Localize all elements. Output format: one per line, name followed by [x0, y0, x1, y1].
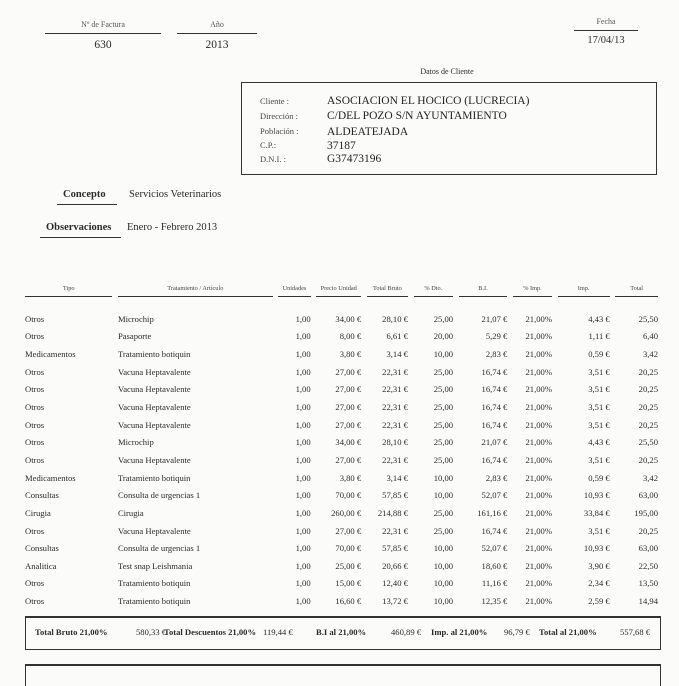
cell-discount: 20,00 — [433, 331, 454, 342]
cell-units: 1,00 — [295, 578, 311, 589]
cell-type: Otros — [25, 525, 45, 536]
cell-tax: 1,11 € — [588, 331, 610, 342]
cell-gross-total: 22,31 € — [382, 454, 408, 465]
total-gross-value: 580,33 € — [136, 627, 167, 637]
client-section-title: Datos de Cliente — [420, 67, 474, 76]
concept-value: Servicios Veterinarios — [129, 189, 222, 200]
cell-units: 1,00 — [295, 454, 311, 465]
cell-unit-price: 27,00 € — [335, 419, 362, 430]
cell-tax: 10,93 € — [583, 543, 610, 554]
cell-gross-total: 214,88 € — [377, 507, 408, 518]
col-header-gross-total: Total Bruto — [367, 285, 408, 297]
table-row — [25, 575, 658, 593]
cell-units: 1,00 — [295, 525, 311, 536]
cell-tax-percent: 21,00% — [525, 578, 552, 589]
cell-tax-percent: 21,00% — [525, 560, 552, 571]
cell-tax-percent: 21,00% — [525, 384, 552, 395]
cell-treatment: Consulta de urgencias 1 — [117, 543, 201, 554]
cell-tax: 2,59 € — [588, 596, 610, 607]
table-row — [25, 328, 658, 346]
cell-tax: 4,43 € — [588, 313, 610, 324]
cell-tax: 10,93 € — [583, 490, 610, 501]
cell-gross-total: 22,31 € — [382, 419, 408, 430]
footer-box — [25, 664, 661, 686]
cell-unit-price: 3,80 € — [339, 472, 362, 483]
cell-taxable-base: 16,74 € — [481, 384, 508, 395]
table-row — [25, 345, 658, 363]
cell-type: Otros — [25, 437, 45, 448]
cell-type: Otros — [25, 313, 45, 324]
cell-tax: 3,51 € — [588, 454, 610, 465]
cell-total: 14,94 — [638, 596, 658, 607]
cell-units: 1,00 — [295, 419, 311, 430]
cell-unit-price: 34,00 € — [335, 437, 362, 448]
cell-treatment: Vacuna Heptavalente — [117, 366, 191, 377]
cell-tax: 3,51 € — [588, 525, 610, 536]
cell-tax-percent: 21,00% — [525, 366, 552, 377]
taxable-base-label: B.I al 21,00% — [316, 627, 367, 637]
cell-discount: 25,00 — [433, 454, 454, 465]
cell-type: Otros — [25, 419, 45, 430]
col-header-taxable-base: B.I. — [459, 285, 508, 297]
cell-total: 25,50 — [638, 313, 658, 324]
table-row — [25, 592, 658, 610]
cell-type: Consultas — [25, 490, 59, 501]
cell-tax-percent: 21,00% — [525, 525, 552, 536]
cell-treatment: Cirugia — [117, 507, 144, 518]
cell-tax-percent: 21,00% — [525, 596, 552, 607]
cell-tax: 33,84 € — [583, 507, 610, 518]
cell-treatment: Vacuna Heptavalente — [117, 525, 191, 536]
table-row — [25, 363, 658, 381]
cell-type: Consultas — [25, 543, 59, 554]
table-row — [25, 398, 658, 416]
cell-gross-total: 20,66 € — [382, 560, 408, 571]
cell-tax-percent: 21,00% — [525, 331, 552, 342]
cell-units: 1,00 — [295, 560, 311, 571]
cell-tax: 2,34 € — [588, 578, 610, 589]
cell-tax: 3,51 € — [588, 419, 610, 430]
cell-total: 20,25 — [638, 402, 658, 413]
cell-unit-price: 34,00 € — [335, 313, 362, 324]
cell-unit-price: 8,00 € — [339, 331, 362, 342]
cell-gross-total: 22,31 € — [382, 402, 408, 413]
cell-treatment: Microchip — [117, 313, 154, 324]
cell-tax-percent: 21,00% — [525, 490, 552, 501]
year-label: Año — [210, 20, 224, 29]
cell-type: Otros — [25, 578, 45, 589]
cell-gross-total: 13,72 € — [382, 596, 408, 607]
cell-treatment: Microchip — [117, 437, 154, 448]
cell-total: 22,50 — [638, 560, 658, 571]
cell-units: 1,00 — [295, 366, 311, 377]
cell-taxable-base: 16,74 € — [481, 525, 508, 536]
date-underline — [574, 30, 638, 31]
cell-unit-price: 27,00 € — [335, 366, 362, 377]
cell-unit-price: 27,00 € — [335, 384, 362, 395]
cell-units: 1,00 — [295, 331, 311, 342]
cell-discount: 25,00 — [433, 507, 454, 518]
year-value: 2013 — [205, 39, 229, 51]
cell-units: 1,00 — [295, 490, 311, 501]
cell-discount: 10,00 — [433, 472, 454, 483]
invoice-number-underline — [45, 33, 161, 34]
table-row — [25, 504, 658, 522]
cell-treatment: Tratamiento botiquin — [117, 349, 191, 360]
cell-taxable-base: 16,74 € — [481, 366, 508, 377]
address-label: Dirección : — [260, 111, 298, 121]
cell-discount: 25,00 — [433, 384, 454, 395]
cell-unit-price: 27,00 € — [335, 525, 362, 536]
cell-unit-price: 260,00 € — [331, 507, 362, 518]
cell-units: 1,00 — [295, 472, 311, 483]
cell-total: 3,42 — [642, 472, 658, 483]
table-header-row — [25, 285, 658, 297]
cell-type: Otros — [25, 596, 45, 607]
cell-treatment: Test snap Leishmania — [117, 560, 193, 571]
cell-treatment: Vacuna Heptavalente — [117, 454, 191, 465]
cell-total: 195,00 — [634, 507, 658, 518]
cell-gross-total: 3,14 € — [386, 349, 408, 360]
cell-taxable-base: 18,60 € — [481, 560, 508, 571]
table-row — [25, 451, 658, 469]
cell-total: 25,50 — [638, 437, 658, 448]
cell-units: 1,00 — [295, 349, 311, 360]
col-header-type: Tipo — [25, 285, 112, 297]
cell-treatment: Vacuna Heptavalente — [117, 384, 191, 395]
cell-treatment: Pasaporte — [117, 331, 152, 342]
cell-gross-total: 22,31 € — [382, 384, 408, 395]
client-postal-code: 37187 — [327, 140, 356, 152]
cell-unit-price: 25,00 € — [335, 560, 362, 571]
table-row — [25, 416, 658, 434]
cell-tax-percent: 21,00% — [525, 313, 552, 324]
cell-taxable-base: 16,74 € — [481, 419, 508, 430]
cell-unit-price: 3,80 € — [339, 349, 362, 360]
cell-treatment: Vacuna Heptavalente — [117, 402, 191, 413]
observations-underline — [40, 237, 121, 238]
cell-taxable-base: 21,07 € — [481, 313, 508, 324]
cell-tax: 4,43 € — [588, 437, 610, 448]
date-value: 17/04/13 — [587, 35, 625, 46]
cell-type: Otros — [25, 454, 45, 465]
cell-type: Analitica — [25, 560, 57, 571]
cell-unit-price: 70,00 € — [335, 490, 362, 501]
cell-units: 1,00 — [295, 402, 311, 413]
cell-gross-total: 3,14 € — [386, 472, 408, 483]
cell-discount: 25,00 — [433, 437, 454, 448]
cell-taxable-base: 52,07 € — [481, 490, 508, 501]
cell-treatment: Tratamiento botiquin — [117, 578, 191, 589]
postal-code-label: C.P.: — [260, 140, 277, 150]
cell-type: Otros — [25, 402, 45, 413]
cell-total: 20,25 — [638, 419, 658, 430]
observations-label: Observaciones — [46, 222, 112, 233]
cell-tax-percent: 21,00% — [525, 349, 552, 360]
cell-taxable-base: 11,16 € — [481, 578, 508, 589]
total-gross-label: Total Bruto 21,00% — [35, 627, 108, 637]
cell-tax: 3,90 € — [588, 560, 610, 571]
col-header-total: Total — [615, 285, 658, 297]
cell-tax: 0,59 € — [588, 349, 610, 360]
cell-tax: 3,51 € — [588, 366, 610, 377]
cell-discount: 25,00 — [433, 313, 454, 324]
client-label: Cliente : — [260, 96, 290, 106]
cell-taxable-base: 2,83 € — [485, 349, 508, 360]
cell-taxable-base: 16,74 € — [481, 402, 508, 413]
totals-box — [25, 616, 661, 650]
cell-discount: 10,00 — [433, 490, 454, 501]
cell-treatment: Tratamiento botiquin — [117, 472, 191, 483]
client-box — [241, 82, 657, 175]
cell-discount: 25,00 — [433, 419, 454, 430]
cell-type: Medicamentos — [25, 472, 76, 483]
invoice-number-value: 630 — [94, 39, 112, 51]
cell-type: Otros — [25, 331, 45, 342]
table-row — [25, 433, 658, 451]
concept-underline — [57, 204, 117, 205]
cell-treatment: Vacuna Heptavalente — [117, 419, 191, 430]
cell-taxable-base: 52,07 € — [481, 543, 508, 554]
table-row — [25, 297, 658, 328]
cell-units: 1,00 — [295, 313, 311, 324]
cell-taxable-base: 2,83 € — [485, 472, 508, 483]
cell-unit-price: 27,00 € — [335, 402, 362, 413]
cell-unit-price: 15,00 € — [335, 578, 362, 589]
col-header-unit-price: Precio Unidad — [316, 285, 361, 297]
cell-taxable-base: 12,35 € — [481, 596, 508, 607]
cell-tax-percent: 21,00% — [525, 472, 552, 483]
cell-discount: 25,00 — [433, 402, 454, 413]
cell-treatment: Consulta de urgencias 1 — [117, 490, 201, 501]
table-row — [25, 381, 658, 399]
cell-gross-total: 28,10 € — [382, 313, 408, 324]
col-header-tax-percent: % Imp. — [513, 285, 552, 297]
cell-gross-total: 22,31 € — [382, 525, 408, 536]
cell-taxable-base: 21,07 € — [481, 437, 508, 448]
cell-total: 3,42 — [642, 349, 658, 360]
table-row — [25, 557, 658, 575]
cell-total: 13,50 — [638, 578, 658, 589]
cell-units: 1,00 — [295, 437, 311, 448]
cell-gross-total: 6,61 € — [386, 331, 408, 342]
cell-tax-percent: 21,00% — [525, 543, 552, 554]
col-header-units: Unidades — [278, 285, 310, 297]
cell-total: 20,25 — [638, 525, 658, 536]
table-row — [25, 469, 658, 487]
cell-gross-total: 57,85 € — [382, 490, 408, 501]
cell-tax-percent: 21,00% — [525, 402, 552, 413]
cell-unit-price: 16,60 € — [335, 596, 362, 607]
client-name: ASOCIACION EL HOCICO (LUCRECIA) — [327, 95, 530, 107]
cell-total: 20,25 — [638, 366, 658, 377]
cell-type: Cirugia — [25, 507, 51, 518]
cell-tax: 0,59 € — [588, 472, 610, 483]
cell-units: 1,00 — [295, 596, 311, 607]
col-header-tax: Imp. — [558, 285, 610, 297]
cell-discount: 25,00 — [433, 366, 454, 377]
town-label: Población : — [260, 126, 299, 136]
cell-taxable-base: 161,16 € — [477, 507, 508, 518]
table-row — [25, 539, 658, 557]
cell-gross-total: 22,31 € — [382, 366, 408, 377]
date-label: Fecha — [596, 17, 616, 26]
cell-taxable-base: 16,74 € — [481, 454, 508, 465]
cell-tax-percent: 21,00% — [525, 507, 552, 518]
invoice-number-label: Nº de Factura — [81, 20, 125, 29]
cell-units: 1,00 — [295, 384, 311, 395]
cell-tax-percent: 21,00% — [525, 437, 552, 448]
col-header-discount: % Dto. — [414, 285, 454, 297]
invoice-items-table — [25, 285, 658, 610]
cell-gross-total: 28,10 € — [382, 437, 408, 448]
table-row — [25, 486, 658, 504]
observations-value: Enero - Febrero 2013 — [127, 222, 218, 233]
cell-total: 20,25 — [638, 384, 658, 395]
cell-taxable-base: 5,29 € — [485, 331, 508, 342]
table-row — [25, 522, 658, 540]
cell-units: 1,00 — [295, 507, 311, 518]
cell-type: Medicamentos — [25, 349, 76, 360]
tax-total-label: Imp. al 21,00% — [431, 627, 488, 637]
cell-discount: 10,00 — [433, 560, 454, 571]
cell-type: Otros — [25, 366, 45, 377]
cell-total: 63,00 — [638, 490, 658, 501]
cell-gross-total: 57,85 € — [382, 543, 408, 554]
year-underline — [177, 33, 257, 34]
cell-unit-price: 27,00 € — [335, 454, 362, 465]
cell-total: 63,00 — [638, 543, 658, 554]
cell-treatment: Tratamiento botiquin — [117, 596, 191, 607]
cell-type: Otros — [25, 384, 45, 395]
taxable-base-value: 460,89 € — [391, 627, 422, 637]
cell-tax-percent: 21,00% — [525, 454, 552, 465]
cell-total: 6,40 — [642, 331, 658, 342]
cell-discount: 10,00 — [433, 543, 454, 554]
cell-units: 1,00 — [295, 543, 311, 554]
cell-tax: 3,51 € — [588, 384, 610, 395]
grand-total-label: Total al 21,00% — [539, 627, 597, 637]
concept-label: Concepto — [63, 189, 106, 200]
client-dni: G37473196 — [327, 153, 382, 165]
cell-discount: 10,00 — [433, 349, 454, 360]
cell-total: 20,25 — [638, 454, 658, 465]
cell-gross-total: 12,40 € — [382, 578, 408, 589]
total-discounts-value: 119,44 € — [263, 627, 293, 637]
col-header-treatment: Tratamiento / Artículo — [118, 285, 273, 297]
grand-total-value: 557,68 € — [620, 627, 651, 637]
cell-unit-price: 70,00 € — [335, 543, 362, 554]
cell-discount: 10,00 — [433, 578, 454, 589]
cell-discount: 25,00 — [433, 525, 454, 536]
cell-tax: 3,51 € — [588, 402, 610, 413]
client-address: C/DEL POZO S/N AYUNTAMIENTO — [327, 110, 507, 122]
client-town: ALDEATEJADA — [327, 126, 409, 138]
tax-total-value: 96,79 € — [504, 627, 530, 637]
total-discounts-label: Total Descuentos 21,00% — [164, 627, 257, 637]
cell-discount: 10,00 — [433, 596, 454, 607]
dni-label: D.N.I. : — [260, 154, 286, 164]
cell-tax-percent: 21,00% — [525, 419, 552, 430]
